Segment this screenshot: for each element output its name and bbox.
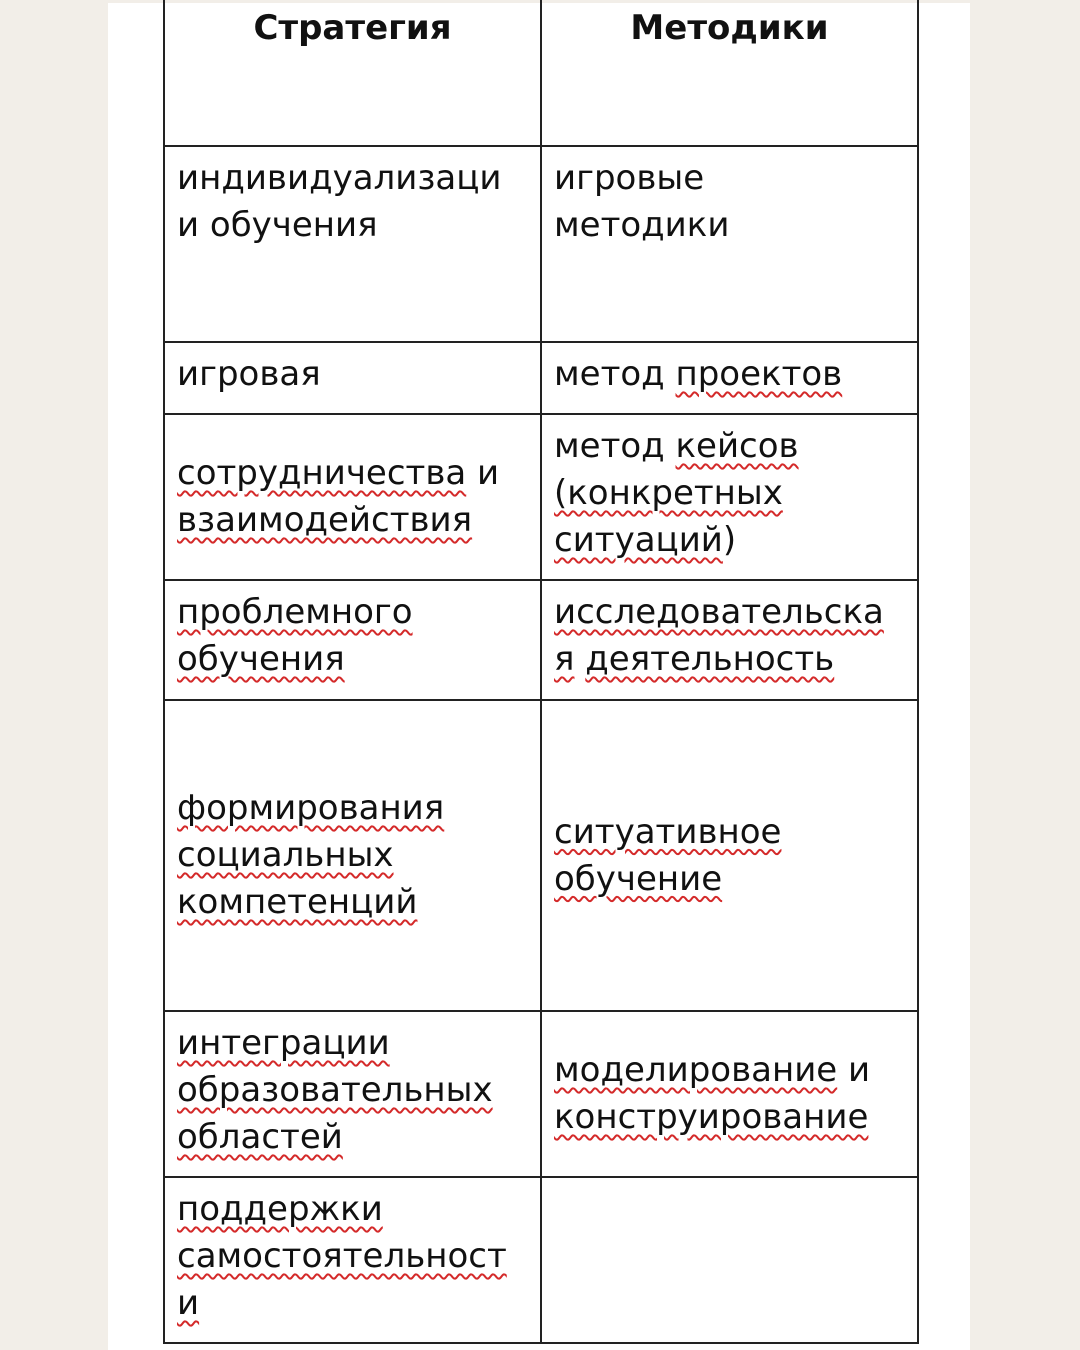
cell-line <box>554 202 905 249</box>
cell-line <box>554 1094 905 1141</box>
cell-line <box>177 785 528 832</box>
cell-line <box>554 856 905 903</box>
strategy-cell <box>164 414 541 580</box>
spellcheck-flagged-word: и <box>177 1283 200 1323</box>
spellcheck-flagged-word: самостоятельност <box>177 1236 507 1276</box>
cell-text: и обучения <box>177 205 378 245</box>
strategy-cell <box>164 1177 541 1343</box>
table-header-row <box>164 0 918 146</box>
cell-line <box>177 1067 528 1114</box>
table-row <box>164 146 918 342</box>
cell-line <box>177 1186 528 1233</box>
spellcheck-flagged-word: взаимодействия <box>177 500 473 540</box>
strategy-cell <box>164 342 541 414</box>
spellcheck-flagged-word: обучение <box>554 858 723 899</box>
spellcheck-flagged-word: областей <box>177 1117 343 1157</box>
table-row <box>164 1011 918 1177</box>
table-row <box>164 342 918 414</box>
method-cell <box>541 700 918 1011</box>
spellcheck-flagged-word: ситуаций <box>554 520 723 560</box>
cell-line <box>177 636 528 683</box>
cell-line <box>554 155 905 202</box>
strategy-cell <box>164 700 541 1011</box>
spellcheck-flagged-word: проектов <box>675 354 843 394</box>
cell-line <box>177 1020 528 1067</box>
spellcheck-flagged-word: обучения <box>177 639 345 679</box>
cell-line <box>554 636 905 683</box>
table-row <box>164 414 918 580</box>
cell-text: и <box>466 453 500 493</box>
spellcheck-flagged-word: проблемного <box>177 592 413 632</box>
strategy-cell <box>164 580 541 700</box>
cell-text: индивидуализаци <box>177 158 502 198</box>
spellcheck-flagged-word: я <box>554 639 575 679</box>
cell-line <box>554 1047 905 1094</box>
method-cell <box>541 146 918 342</box>
strategy-methods-table <box>163 0 919 1344</box>
spellcheck-flagged-word: формирования <box>177 788 445 828</box>
cell-line <box>177 1114 528 1161</box>
cell-line <box>554 351 905 398</box>
cell-line <box>177 879 528 926</box>
cell-line <box>554 470 905 517</box>
cell-line <box>177 1233 528 1280</box>
cell-text: методики <box>554 205 730 245</box>
cell-text: игровая <box>177 354 321 394</box>
cell-line <box>177 155 528 202</box>
strategy-cell <box>164 146 541 342</box>
cell-line <box>177 589 528 636</box>
spellcheck-flagged-word: деятельность <box>585 639 835 679</box>
spellcheck-flagged-word: компетенций <box>177 882 418 922</box>
spellcheck-flagged-word: образовательных <box>177 1070 493 1110</box>
cell-line <box>554 809 905 856</box>
cell-line <box>177 832 528 879</box>
cell-line <box>177 497 528 544</box>
method-cell <box>541 342 918 414</box>
method-cell <box>541 1177 918 1343</box>
spellcheck-flagged-word: ситуативное <box>554 811 782 852</box>
cell-line <box>554 589 905 636</box>
cell-text <box>574 639 585 679</box>
cell-line <box>177 1280 528 1327</box>
spellcheck-flagged-word: моделирование <box>554 1050 838 1090</box>
cell-text: ) <box>722 520 737 560</box>
spellcheck-flagged-word: кейсов <box>675 426 799 466</box>
spellcheck-flagged-word: интеграции <box>177 1023 390 1063</box>
cell-line <box>177 450 528 497</box>
cell-line <box>554 517 905 564</box>
cell-text: игровые <box>554 158 705 198</box>
table-row <box>164 1177 918 1343</box>
spellcheck-flagged-word: сотрудничества <box>177 453 467 493</box>
cell-text: и <box>837 1050 871 1090</box>
method-cell <box>541 1011 918 1177</box>
spellcheck-flagged-word: (конкретных <box>554 473 783 513</box>
spellcheck-flagged-word: социальных <box>177 835 394 875</box>
strategy-cell <box>164 1011 541 1177</box>
spellcheck-flagged-word: исследовательска <box>554 592 884 632</box>
header-strategy: Стратегия <box>164 0 541 146</box>
method-cell <box>541 580 918 700</box>
table-row <box>164 580 918 700</box>
header-methods: Методики <box>541 0 918 146</box>
cell-line <box>177 351 528 398</box>
cell-text: метод <box>554 354 676 394</box>
cell-line <box>554 423 905 470</box>
table-row <box>164 700 918 1011</box>
spellcheck-flagged-word: конструирование <box>554 1097 869 1137</box>
method-cell <box>541 414 918 580</box>
cell-text: метод <box>554 426 676 466</box>
spellcheck-flagged-word: поддержки <box>177 1189 383 1229</box>
cell-line <box>177 202 528 249</box>
